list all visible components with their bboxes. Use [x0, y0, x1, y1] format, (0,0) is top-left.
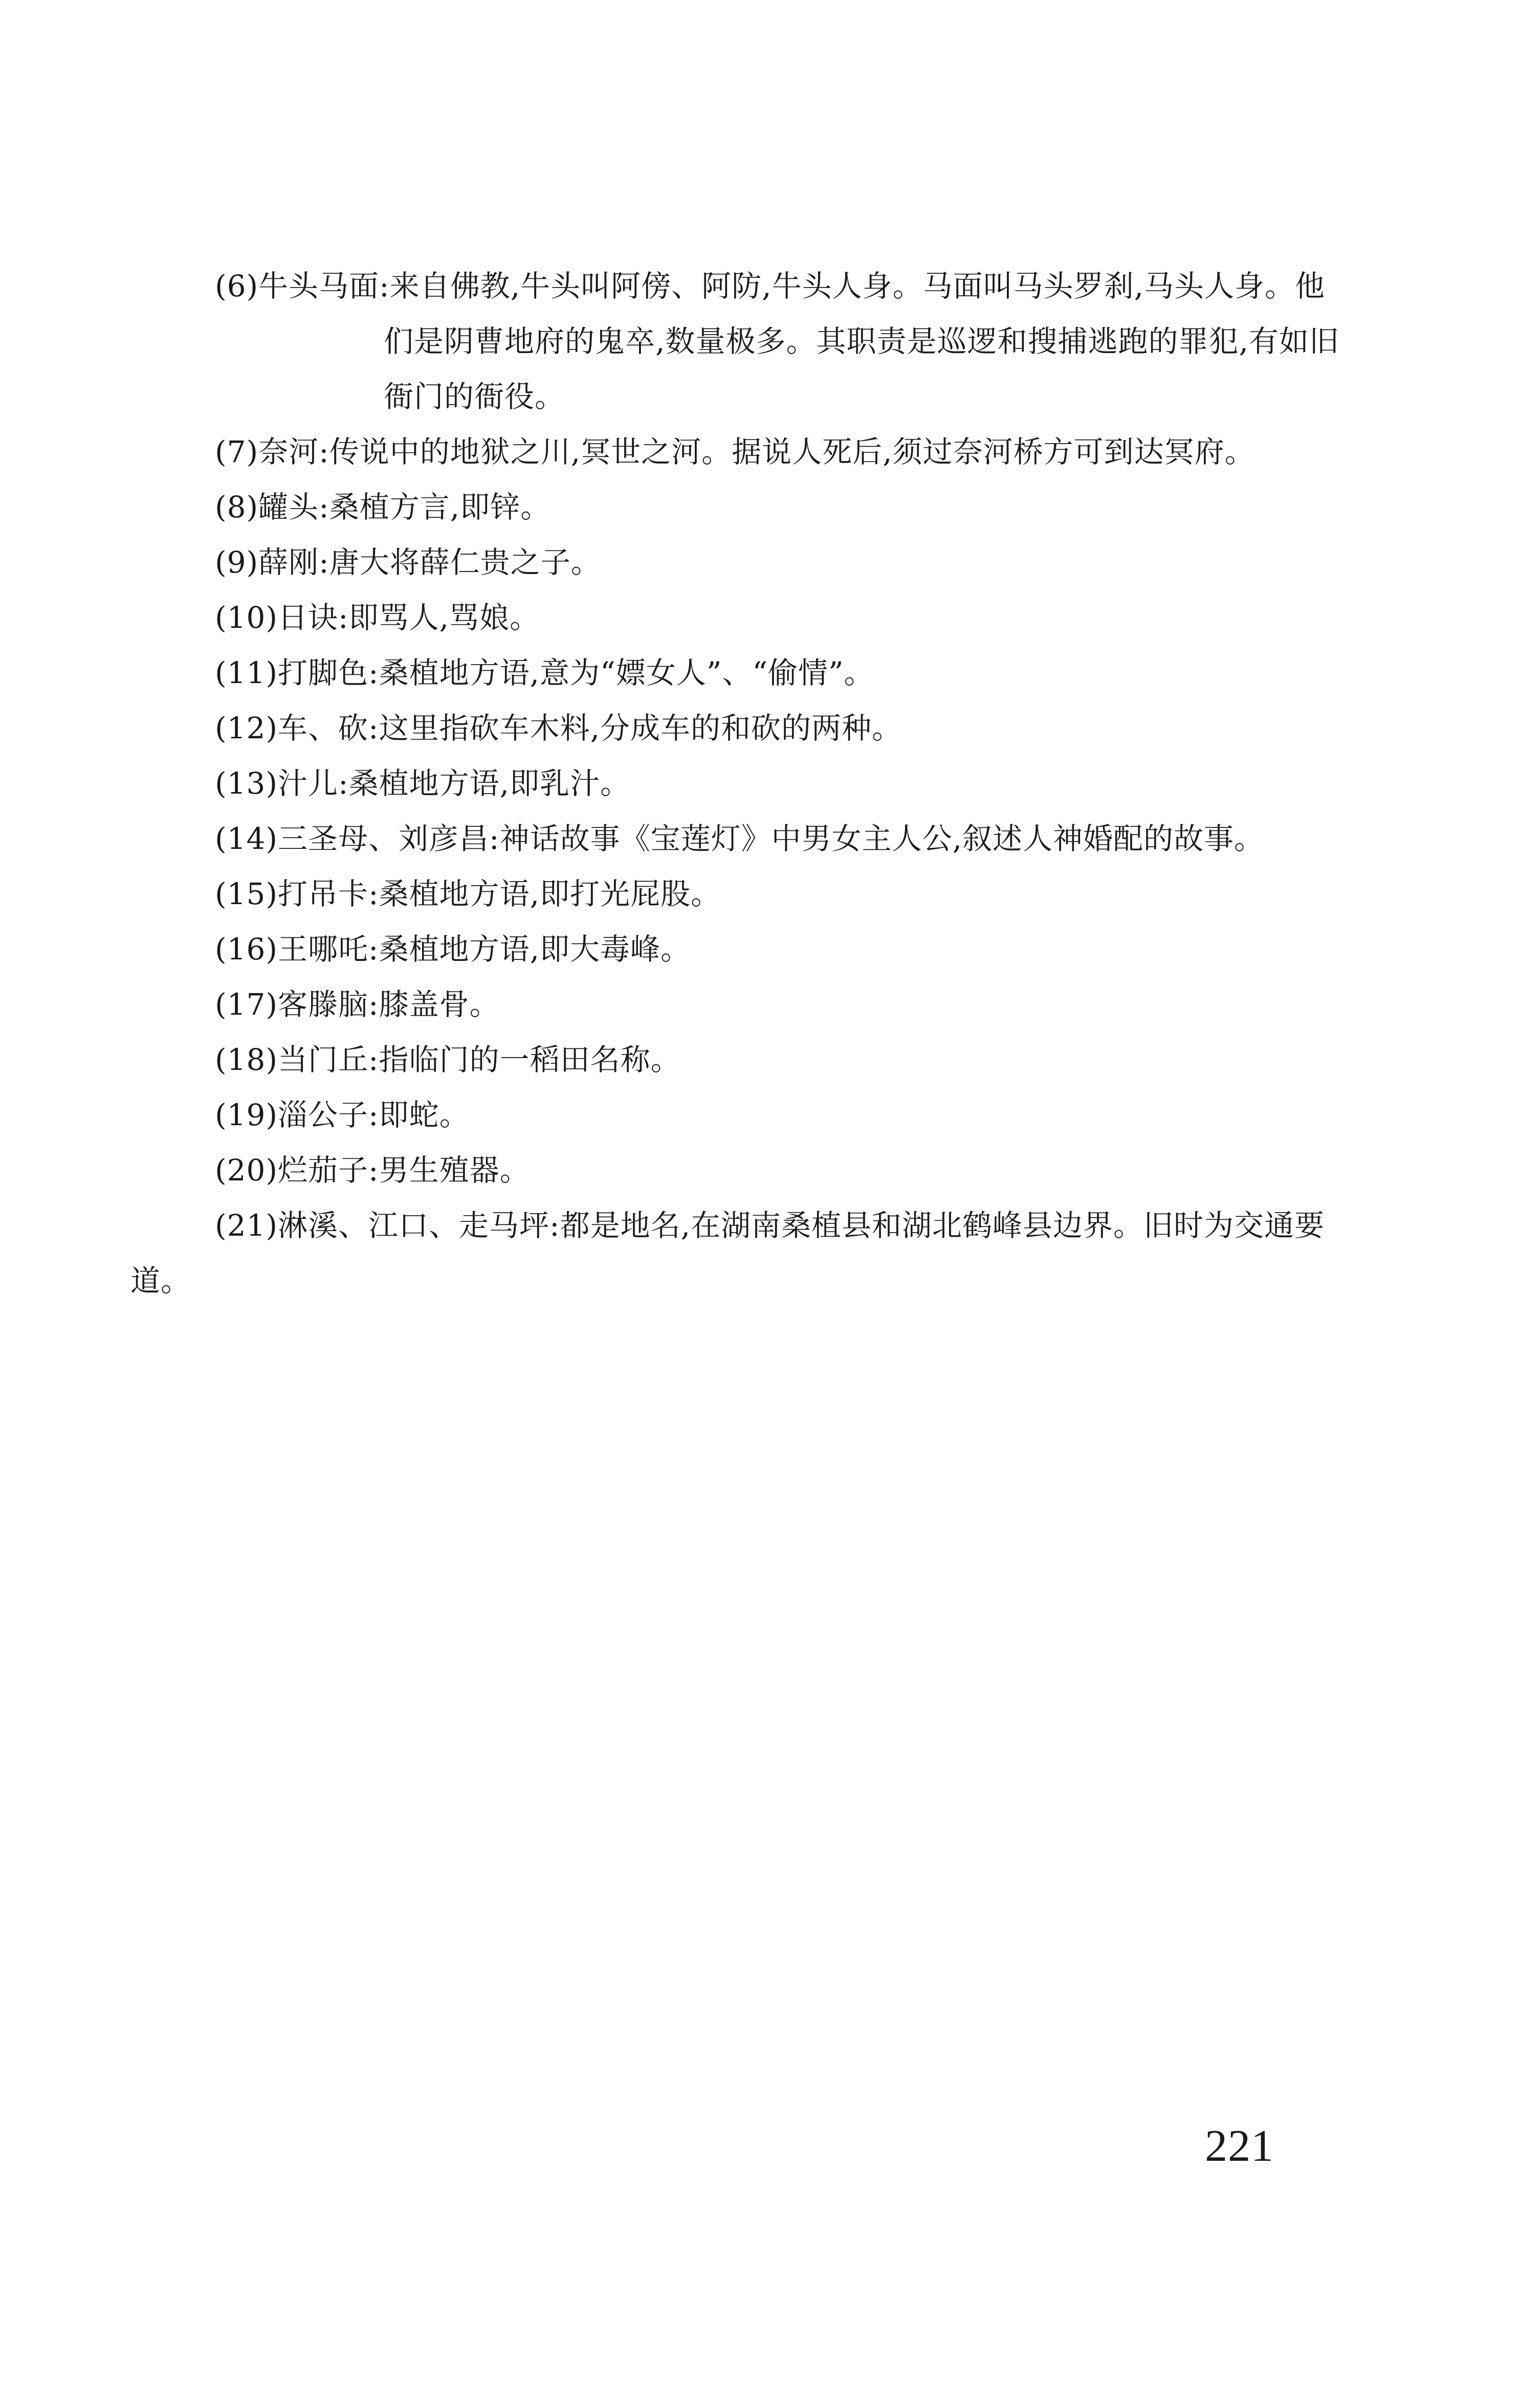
note-16: (16)王哪吒:桑植地方语,即大毒峰。 — [215, 932, 691, 967]
note-8: (8)罐头:桑植方言,即锌。 — [215, 490, 551, 524]
note-18: (18)当门丘:指临门的一稻田名称。 — [215, 1042, 681, 1077]
note-20: (20)烂茄子:男生殖器。 — [215, 1153, 530, 1188]
note-7: (7)奈河:传说中的地狱之川,冥世之河。据说人死后,须过奈河桥方可到达冥府。 — [215, 434, 1255, 469]
note-17: (17)客滕脑:膝盖骨。 — [215, 987, 500, 1022]
note-6: (6)牛头马面:来自佛教,牛头叫阿傍、阿防,牛头人身。马面叫马头罗刹,马头人身。他们是阴曹地府的鬼卒,数量极多。其职责是巡逻和搜捕逃跑的罪犯,有如旧衙门的衙役。 — [215, 269, 1339, 414]
footnote-list — [130, 258, 1351, 1308]
note-11: (11)打脚色:桑植地方语,意为“嫖女人”、“偷情”。 — [215, 655, 874, 690]
note-15: (15)打吊卡:桑植地方语,即打光屁股。 — [215, 876, 721, 911]
note-9: (9)薛刚:唐大将薛仁贵之子。 — [215, 545, 601, 580]
note-12: (12)车、砍:这里指砍车木料,分成车的和砍的两种。 — [215, 711, 903, 746]
note-19: (19)淄公子:即蛇。 — [215, 1098, 470, 1132]
note-10: (10)日诀:即骂人,骂娘。 — [215, 600, 540, 635]
note-21: (21)淋溪、江口、走马坪:都是地名,在湖南桑植县和湖北鹤峰县边界。旧时为交通要道。 — [130, 1208, 1325, 1298]
note-14: (14)三圣母、刘彦昌:神话故事《宝莲灯》中男女主人公,叙述人神婚配的故事。 — [215, 821, 1265, 856]
page-number: 221 — [1205, 2121, 1274, 2171]
note-13: (13)汁儿:桑植地方语,即乳汁。 — [215, 766, 631, 801]
